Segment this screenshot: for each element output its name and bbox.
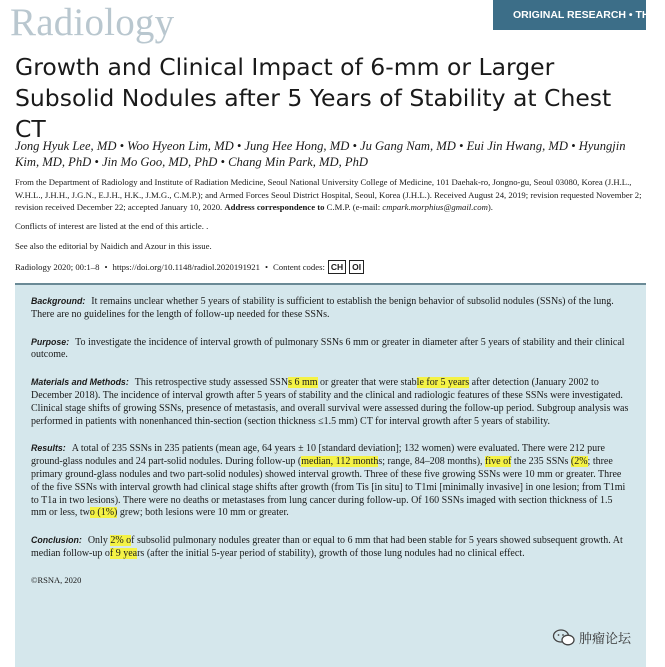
abstract-results	[31, 442, 630, 520]
section-label: ORIGINAL RESEARCH • THOR	[493, 0, 646, 30]
results-label: Results:	[31, 443, 66, 454]
correspondence-text: C.M.P. (e-mail:	[324, 202, 383, 212]
journal-masthead: Radiology	[10, 1, 175, 44]
content-code-ch[interactable]: CH	[328, 260, 346, 274]
background-text: It remains unclear whether 5 years of stability is sufficient to establish the benign behavior of subsolid nodules (SSNs) of the lung. There are no guidelines for the length of follow-up needed for these SSNs.	[31, 296, 614, 320]
citation-bullet: •	[104, 262, 108, 272]
background-label: Background:	[31, 296, 86, 306]
methods-label: Materials and Methods:	[31, 377, 129, 388]
results-highlight-4: o (1%)	[89, 507, 118, 519]
results-text-1: A total of 235 SSNs in 235 patients (mean age, 64 years ± 10 [standard deviation]; 132 women) were evaluated. There were 212 pure ground-glass nodules and 24 part-solid nodules. During follow-up (	[31, 443, 605, 468]
conflicts-note: Conflicts of interest are listed at the end of this article. .	[15, 221, 209, 231]
affiliation	[15, 176, 645, 214]
citation-line	[15, 260, 364, 274]
abstract-background	[31, 295, 630, 322]
affiliation-text: From the Department of Radiology and Institute of Radiation Medicine, Seoul National University College of Medicine, 101 Daehak-ro, Jongno-gu, Seoul 03080, Korea (J.H.L., W.H.L., J.H.H., J.G.N., E.J.H., H.K., J.M.G., C.M.P.); and Armed Forces Seoul District Hospital, Seoul, Korea (J.H.L.). Received August 24, 2019; revision requested November 2; revision received December 22; accepted January 10, 2020.	[15, 177, 642, 212]
results-highlight-3: (2%	[570, 456, 588, 468]
citation-journal: Radiology 2020; 00:1–8	[15, 262, 100, 272]
watermark	[553, 628, 631, 647]
citation-doi[interactable]: https://doi.org/10.1148/radiol.2020191921	[112, 262, 260, 272]
results-text-3: the 235 SSNs	[511, 456, 571, 468]
methods-highlight-1: s 6 mm	[288, 377, 318, 389]
conclusion-highlight-1: 2% o	[110, 535, 132, 547]
conclusion-highlight-2: f 9 yea	[109, 547, 138, 559]
content-code-oi[interactable]: OI	[349, 260, 364, 274]
editorial-note: See also the editorial by Naidich and Azour in this issue.	[15, 241, 212, 251]
abstract-purpose	[31, 336, 630, 363]
results-highlight-2: five of	[485, 456, 512, 468]
correspondence-label: Address correspondence to	[224, 202, 325, 212]
wechat-icon	[553, 629, 575, 646]
purpose-text: To investigate the incidence of interval growth of pulmonary SSNs 6 mm or greater in diameter after 5 years of stability and their clinical outcome.	[31, 336, 625, 361]
results-text-2: s; range, 84–208 months),	[378, 456, 486, 468]
methods-text-3: after detection (January 2002 to December 2018). The incidence of interval growth after 5 years of stability and the clinical and radiologic features of these SSNs were investigated. Clinical stage shifts of growing SSNs, presence of metastasis, and overall survival were assessed during the follow-up period. Subgroup analysis was performed in patients with nonenhanced thin-section (section thickness ≤1.5 mm) CT for interval growth after 5 years of stability.	[31, 377, 629, 427]
methods-text-1: This retrospective study assessed SSN	[134, 377, 289, 389]
methods-text-2: or greater that were stab	[317, 377, 417, 389]
results-text-4: ; three primary ground-glass nodules and two part-solid nodules) showed interval growth. Three of these five growing SSNs were 10 mm or greater. Three of the five SSNs with interval growth had clinical stage shifts after growth (from Tis [in situ] to T1mi [minimally invasive] in one lesion; from T1mi to T1a in two lesions). There were no deaths or metastases from lung cancer during follow-up. Of 160 SSNs imaged with section thickness of 1.5 mm or less, tw	[31, 456, 626, 519]
abstract-conclusion	[31, 534, 630, 561]
correspondence-email[interactable]: cmpark.morphius@gmail.com	[382, 202, 488, 212]
copyright: ©RSNA, 2020	[31, 574, 82, 585]
conclusion-label: Conclusion:	[31, 535, 82, 546]
author-list: Jong Hyuk Lee, MD • Woo Hyeon Lim, MD • Jung Hee Hong, MD • Ju Gang Nam, MD • Eui Jin Hwang, MD • Hyungjin Kim, MD, PhD • Jin Mo Goo, MD, PhD • Chang Min Park, MD, PhD	[15, 139, 626, 169]
abstract-methods	[31, 376, 630, 428]
affiliation-end: ).	[487, 202, 493, 212]
results-text-5: grew; both lesions were 10 mm or greater.	[117, 507, 289, 519]
conclusion-text-2: f subsolid pulmonary nodules greater than or equal to 6 mm that had been stable for 5 years showed subsequent growth. At median follow-up o	[31, 535, 623, 559]
conclusion-text-1: Only	[87, 535, 111, 547]
results-highlight-1: median, 112 month	[301, 456, 379, 468]
watermark-text: 肿瘤论坛	[578, 632, 631, 647]
article-title: Growth and Clinical Impact of 6-mm or Larger Subsolid Nodules after 5 Years of Stability at Chest CT	[15, 53, 612, 143]
conclusion-text-3: rs (after the initial 5-year period of stability), growth of those lung nodules had no clinical effect.	[137, 547, 525, 559]
abstract-box	[15, 283, 646, 667]
citation-bullet-2: •	[264, 262, 269, 272]
purpose-label: Purpose:	[31, 336, 70, 347]
content-codes-label: Content codes:	[273, 262, 325, 272]
methods-highlight-2: le for 5 years	[416, 377, 470, 389]
